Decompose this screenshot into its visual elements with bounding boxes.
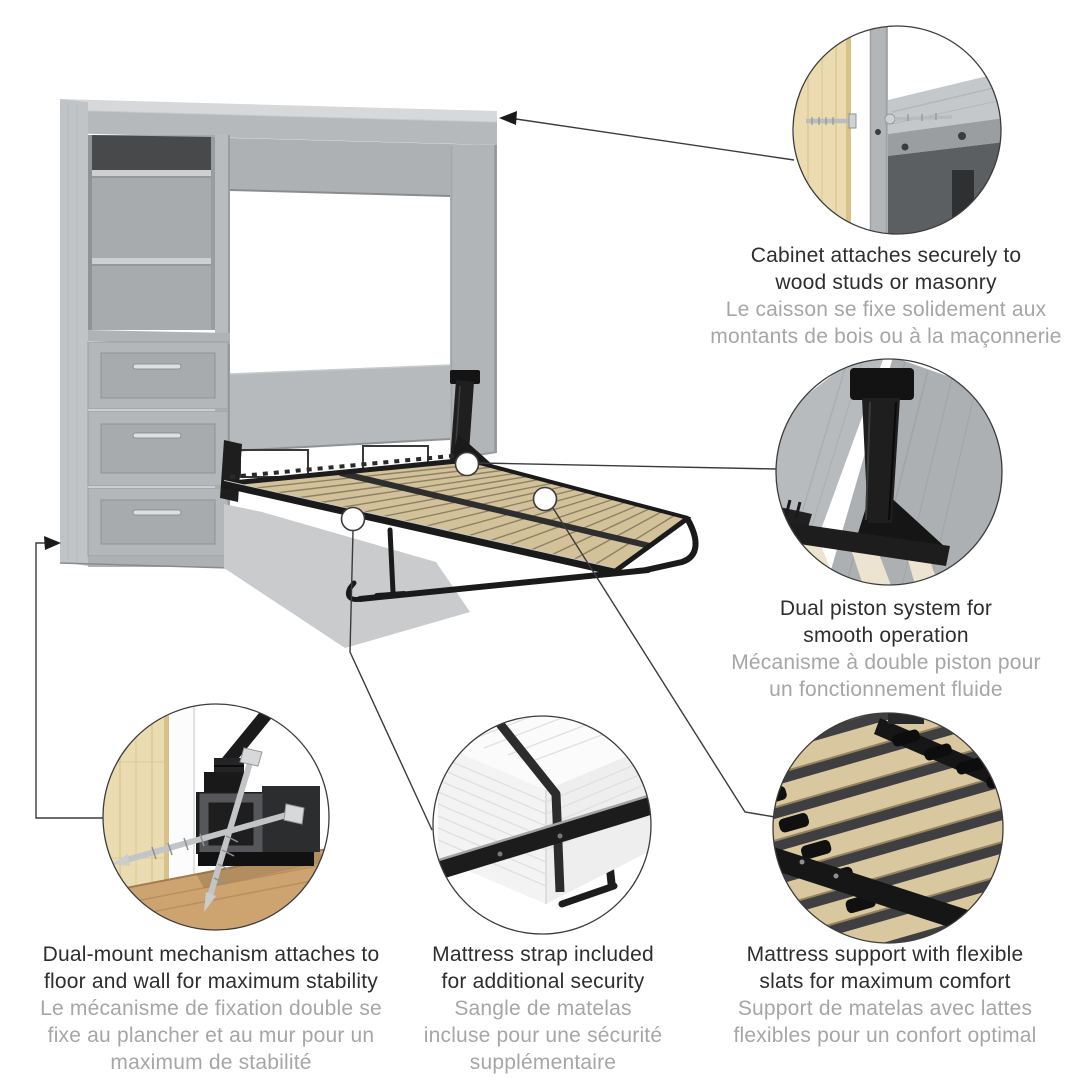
callout-line: Mattress support with flexible: [746, 943, 1024, 966]
headboard-panel: [230, 365, 450, 451]
callout-line: wood studs or masonry: [775, 271, 997, 294]
callout-line: fixe au plancher et au mur pour un: [47, 1024, 375, 1047]
murphy-bed-illustration: [60, 99, 696, 648]
callout-line: slats for maximum comfort: [759, 970, 1011, 993]
callout-en-cabinet: [700, 242, 1072, 296]
callout-marker: [342, 508, 365, 531]
callout-line: supplémentaire: [469, 1051, 617, 1074]
callout-en-piston: [700, 595, 1072, 649]
storage-tower: [60, 99, 230, 568]
callout-line: un fonctionnement fluide: [769, 678, 1003, 701]
callout-en-slats: [695, 941, 1075, 995]
callout-text-piston: [700, 595, 1072, 703]
drawer-2: [88, 411, 228, 486]
callout-fr-cabinet: [700, 296, 1072, 350]
callout-line: Sangle de matelas: [454, 997, 632, 1020]
callout-en-dual-mount: [18, 941, 404, 995]
callout-line: for additional security: [441, 970, 645, 993]
callout-text-slats: [695, 941, 1075, 1049]
callout-fr-piston: [700, 649, 1072, 703]
callout-circle-cabinet: [793, 24, 1004, 238]
callout-text-cabinet: [700, 242, 1072, 350]
callout-marker: [456, 453, 479, 476]
leader-line-piston: [479, 463, 776, 469]
drawer-1: [88, 342, 228, 409]
callout-line: Support de matelas avec lattes: [737, 997, 1033, 1020]
callout-en-strap: [400, 941, 686, 995]
callout-line: Dual-mount mechanism attaches to: [42, 943, 380, 966]
callout-line: floor and wall for maximum stability: [44, 970, 378, 993]
piston-art: [774, 357, 1004, 588]
callout-line: Mécanisme à double piston pour: [731, 651, 1041, 674]
callout-line: Le mécanisme de fixation double se: [40, 997, 382, 1020]
callout-text-strap: [400, 941, 686, 1076]
callout-circle-strap: [426, 700, 656, 934]
callout-text-dual-mount: [18, 941, 404, 1076]
leader-line-cabinet: [516, 119, 794, 160]
callout-circle-dual-mount: [100, 678, 332, 934]
callout-line: Dual piston system for: [779, 597, 993, 620]
callout-line: Le caisson se fixe solidement aux: [725, 298, 1047, 321]
callout-line: incluse pour une sécurité: [423, 1024, 663, 1047]
callout-line: smooth operation: [803, 624, 969, 647]
callout-marker: [534, 488, 557, 511]
callout-line: flexibles pour un confort optimal: [733, 1024, 1037, 1047]
arrowhead-left-icon: [499, 111, 517, 125]
callout-fr-strap: [400, 995, 686, 1076]
callout-line: maximum de stabilité: [110, 1051, 312, 1074]
callout-fr-slats: [695, 995, 1075, 1049]
callout-line: Mattress strap included: [432, 943, 654, 966]
callout-line: montants de bois ou à la maçonnerie: [710, 325, 1062, 348]
arrowhead-right-icon: [44, 536, 61, 550]
leader-line-mount: [36, 543, 103, 818]
drawer-3: [88, 488, 228, 556]
callout-circle-piston: [774, 357, 1004, 588]
callout-line: Cabinet attaches securely to: [750, 244, 1022, 267]
callout-fr-dual-mount: [18, 995, 404, 1076]
